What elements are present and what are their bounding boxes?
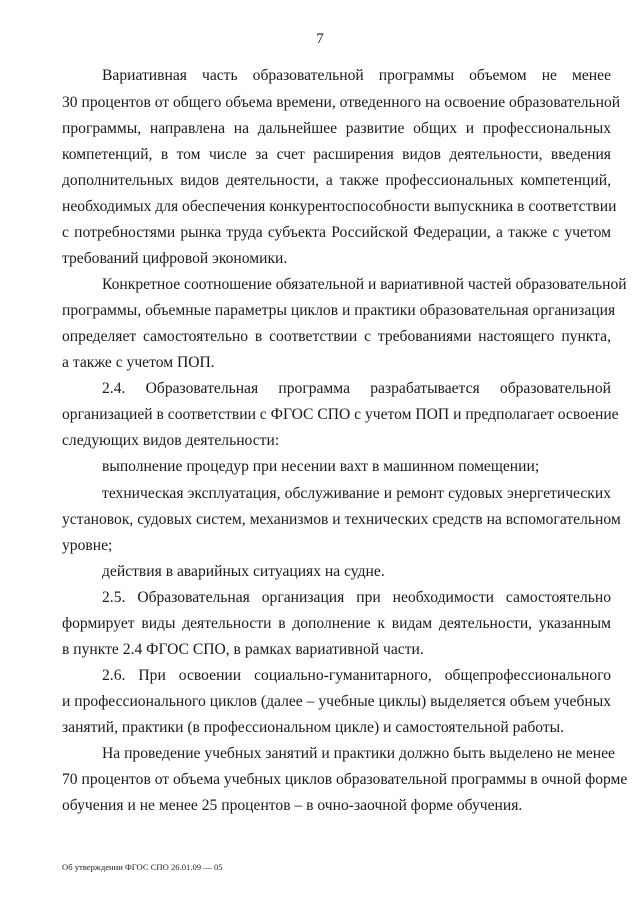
text-line: обучения и не менее 25 процентов – в очно-заочной форме обучения.	[62, 797, 523, 814]
text-line: компетенций, в том числе за счет расширения видов деятельности, введения	[62, 146, 611, 163]
text-line: и профессионального циклов (далее – учебные циклы) выделяется объем учебных	[62, 693, 611, 710]
text-line: действия в аварийных ситуациях на судне.	[102, 563, 385, 580]
text-line: На проведение учебных занятий и практики должно быть выделено не менее	[102, 745, 615, 762]
text-line: необходимых для обеспечения конкурентоспособности выпускника в соответствии	[62, 198, 617, 215]
text-line: 2.6. При освоении социально-гуманитарного, общепрофессионального	[102, 667, 611, 684]
text-line: следующих видов деятельности:	[62, 432, 280, 449]
text-line: программы, объемные параметры циклов и практики образовательная организация	[62, 302, 616, 319]
text-line: выполнение процедур при несении вахт в машинном помещении;	[102, 458, 540, 475]
text-line: программы, направлена на дальнейшее развитие общих и профессиональных	[62, 120, 611, 137]
text-line: 2.5. Образовательная организация при необходимости самостоятельно	[102, 589, 611, 606]
text-line: требований цифровой экономики.	[62, 250, 288, 267]
page-number: 7	[316, 31, 324, 47]
text-line: установок, судовых систем, механизмов и технических средств на вспомогательном	[62, 511, 621, 528]
text-line: организацией в соответствии с ФГОС СПО с учетом ПОП и предполагает освоение	[62, 406, 619, 423]
text-line: формирует виды деятельности в дополнение к видам деятельности, указанным	[62, 615, 611, 632]
text-line: 70 процентов от объема учебных циклов образовательной программы в очной форме	[62, 771, 628, 788]
footer-text: Об утверждении ФГОС СПО 26.01.09 — 05	[62, 862, 223, 872]
text-line: Конкретное соотношение обязательной и вариативной частей образовательной	[102, 276, 627, 293]
text-line: дополнительных видов деятельности, а также профессиональных компетенций,	[62, 172, 611, 189]
text-line: в пункте 2.4 ФГОС СПО, в рамках вариативной части.	[62, 641, 424, 658]
text-line: с потребностями рынка труда субъекта Российской Федерации, а также с учетом	[62, 224, 611, 241]
text-line: 2.4. Образовательная программа разрабатывается образовательной	[102, 380, 611, 397]
text-line: техническая эксплуатация, обслуживание и ремонт судовых энергетических	[102, 485, 611, 502]
text-line: а также с учетом ПОП.	[62, 354, 215, 371]
text-line: Вариативная часть образовательной программы объемом не менее	[102, 67, 611, 84]
text-line: 30 процентов от общего объема времени, отведенного на освоение образовательной	[62, 94, 621, 111]
text-line: определяет самостоятельно в соответствии с требованиями настоящего пункта,	[62, 328, 611, 345]
text-line: занятий, практики (в профессиональном цикле) и самостоятельной работы.	[62, 719, 565, 736]
text-line: уровне;	[62, 537, 113, 554]
